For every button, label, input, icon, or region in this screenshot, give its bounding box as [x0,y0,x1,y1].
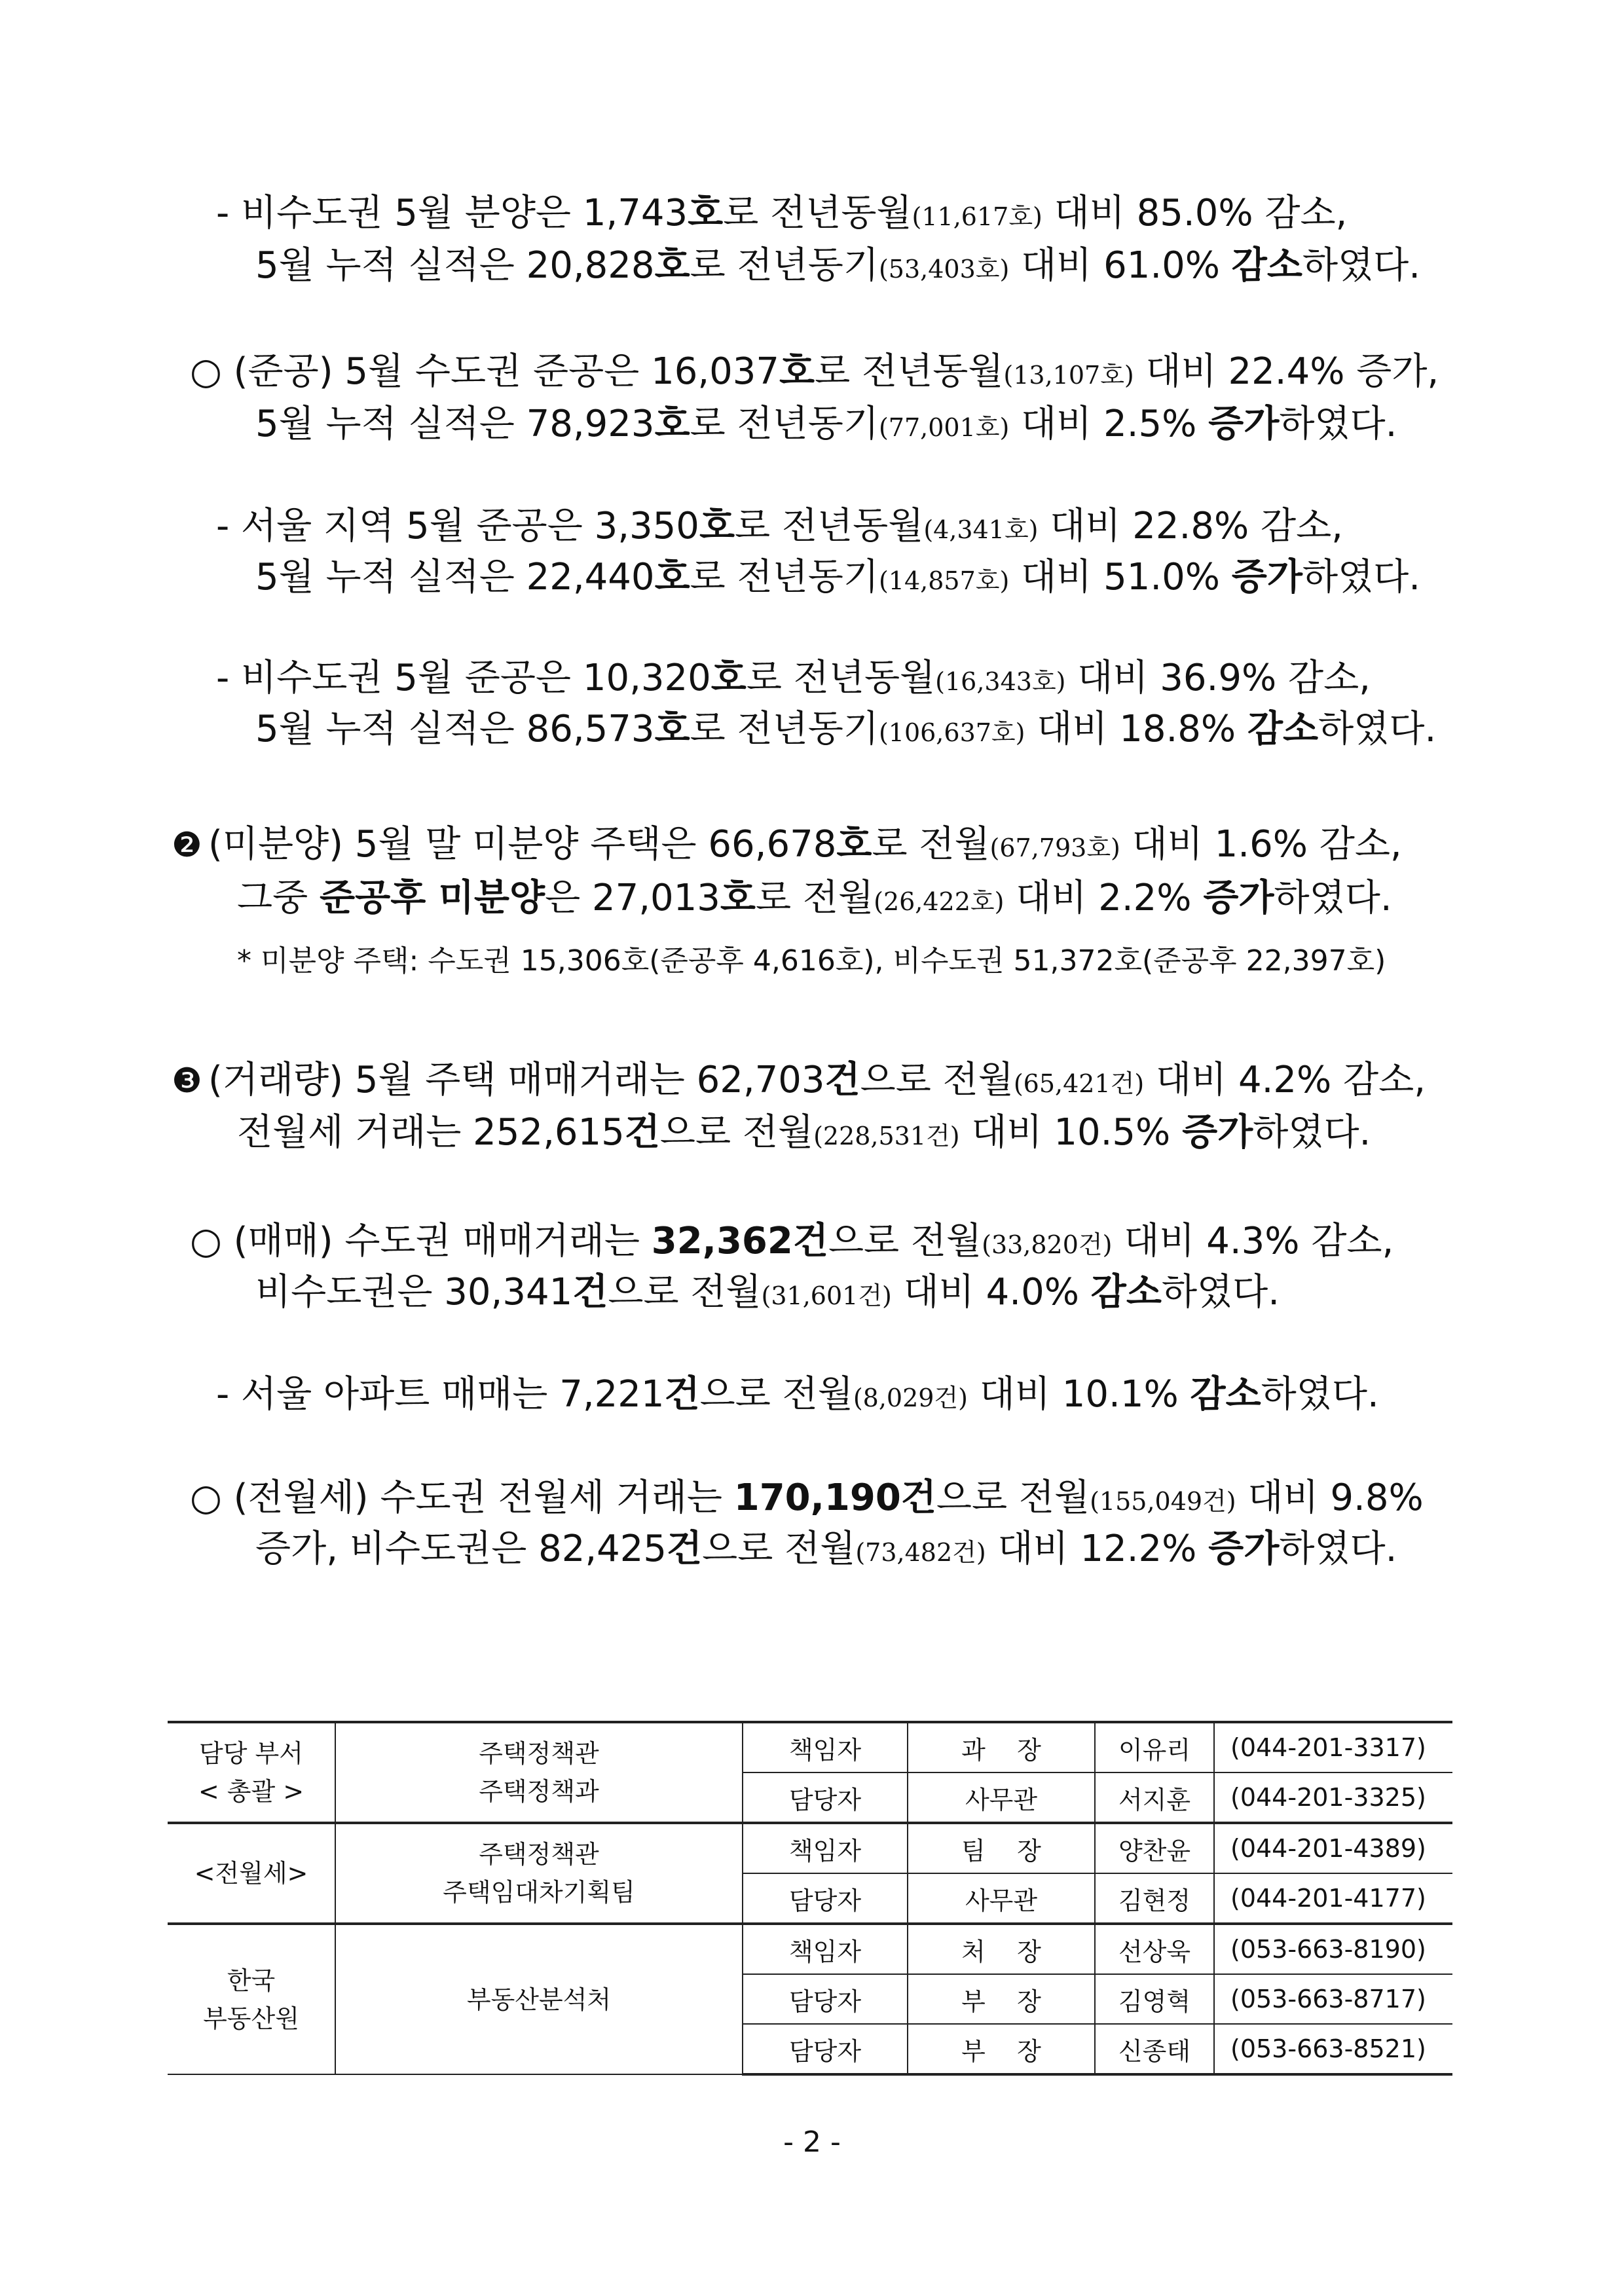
text: 호 [699,505,735,547]
p4-line2 [255,706,1436,756]
p8-line1 [216,1371,1379,1422]
text: - 비수도권 5월 분양 [216,192,536,234]
text: 으로 전월 [936,1477,1090,1519]
text: 감소 [1231,244,1302,287]
text: 대비 2.2% [1004,877,1204,919]
name-cell: 신종태 [1095,2024,1214,2074]
p4-line1 [216,655,1371,705]
text: 는 62,703 [649,1059,825,1101]
text: 대비 4.2% 감소, [1144,1059,1426,1101]
text: 호 [688,192,724,234]
text: 대비 22.4% 증가, [1134,350,1439,393]
text: 하였다. [1279,1528,1397,1570]
text: 로 전년동기 [690,403,879,445]
text: 감소 [1247,708,1319,750]
text: 건 [667,1528,703,1570]
text: (8,029건) [853,1384,968,1412]
text: 대비 51.0% [1009,556,1232,598]
role-cell: 담당자 [743,1772,908,1823]
text: 호 [654,556,690,598]
title-cell: 부 장 [908,1974,1095,2024]
text: 32,362건 [651,1220,828,1262]
text: 은 10,320 [535,657,711,699]
text: 하였다. [1261,1373,1379,1416]
text: 건 [824,1059,860,1101]
bullet-2-icon: ❷ [172,826,202,865]
p3-line2 [255,554,1420,604]
name-cell: 이유리 [1095,1722,1214,1772]
text: 로 전년동월 [746,657,936,699]
text: 대비 12.2% [986,1528,1209,1570]
text: 은 1,743 [535,192,688,234]
text: - 서울 아파트 매매 [216,1373,513,1416]
text: 비수도권 [255,1271,397,1313]
text: 5월 누적 실적은 86,573 [255,708,655,750]
phone-cell: (044-201-3317) [1214,1722,1452,1772]
text: 주택정책관 [479,1840,599,1869]
phone-cell: (053-663-8717) [1214,1974,1452,2024]
text: 대비 85.0% 감소, [1042,192,1348,234]
text: (13,107호) [1003,361,1134,390]
text: - 비수도권 5월 준공 [216,657,536,699]
text: 준공후 미분양 [320,877,545,919]
p3-line1 [216,503,1343,553]
text: 5월 누적 실적은 78,923 [255,403,655,445]
text: (4,341호) [923,515,1039,544]
text: 하였다. [1302,244,1421,287]
text: 로 전년동월 [735,505,924,547]
phone-cell: (053-663-8521) [1214,2024,1452,2074]
title-cell: 사무관 [908,1772,1095,1823]
text: 전월세 거래는 [486,1477,734,1519]
text: ○ (전월세) 수도권 [190,1477,487,1519]
text: 로 전월 [872,823,990,866]
phone-cell: (044-201-4389) [1214,1823,1452,1873]
text: 호 [654,403,690,445]
text: 로 전월 [756,877,874,919]
text: (14,857호) [878,566,1010,595]
table-row [168,1924,1452,1974]
text: 호 [654,244,690,287]
title-cell: 팀 장 [908,1823,1095,1873]
p9-line1 [190,1475,1424,1525]
text: (228,531건) [813,1122,960,1150]
text: 5월 누적 실적은 20,828 [255,244,655,287]
text: (미분양) 5월 말 미분양 주택 [208,823,661,866]
p7-line1 [190,1218,1393,1268]
role-cell: 책임자 [743,1823,908,1873]
text: 으로 전월 [699,1373,853,1416]
text: 증가 [1182,1111,1253,1154]
p7-line2 [255,1269,1280,1319]
text: (106,637호) [878,718,1025,747]
text: 감소 [1190,1373,1261,1416]
phone-cell: (053-663-8190) [1214,1924,1452,1974]
text: 하였다. [1253,1111,1371,1154]
text: (26,422호) [874,887,1005,916]
title-cell: 처 장 [908,1924,1095,1974]
p2-line2 [255,401,1397,451]
p9-line2 [255,1526,1397,1576]
text: 로 전년동기 [690,556,879,598]
text: 하였다. [1279,403,1397,445]
text: (77,001호) [878,413,1010,442]
text: 건 [572,1271,608,1313]
text: (16,343호) [935,667,1066,696]
text: 주택임대차기획팀 [443,1878,635,1907]
text: 그중 [237,877,320,919]
text: 으로 전월 [608,1271,762,1313]
text: 부동산원 [203,2004,299,2033]
phone-cell: (044-201-3325) [1214,1772,1452,1823]
text: 주택정책관 [479,1739,599,1768]
text: 하였다. [1274,877,1392,919]
text: (155,049건) [1090,1487,1236,1516]
text: (11,617호) [912,202,1043,231]
text: 은 82,425 [491,1528,667,1570]
text: 매매거래는 [451,1220,652,1262]
phone-cell: (044-201-4177) [1214,1873,1452,1924]
text: 170,190건 [733,1477,936,1519]
p5-note [237,942,1386,981]
text: 한국 [227,1966,276,1995]
text: 호 [779,350,815,393]
text: 는 7,221 [512,1373,665,1416]
name-cell: 김영혁 [1095,1974,1214,2024]
dept-cell [168,1722,335,1823]
text: 대비 4.0% [891,1271,1091,1313]
role-cell: 담당자 [743,1873,908,1924]
text: 대비 22.8% 감소, [1038,505,1343,547]
text: 대비 1.6% 감소, [1120,823,1402,866]
table-row [168,1722,1452,1772]
text: 대비 9.8% [1236,1477,1424,1519]
text: 건 [664,1373,700,1416]
text: 대비 36.9% 감소, [1065,657,1371,699]
p5-line2 [237,875,1392,925]
text: 은 3,350 [547,505,699,547]
text: 로 전년동월 [723,192,912,234]
text: 으로 전월 [659,1111,814,1154]
text: (67,793호) [989,834,1120,862]
text: 은 16,037 [604,350,780,393]
text: 대비 4.3% 감소, [1112,1220,1394,1262]
text: 호 [710,657,747,699]
text: 호 [720,877,756,919]
role-cell: 담당자 [743,2024,908,2074]
text: (거래량) 5월 주택 매매거래 [208,1059,650,1101]
text: 담당 부서 [199,1739,303,1768]
office-cell [335,1722,743,1823]
text: 은 30,341 [397,1271,573,1313]
text: 건 [624,1111,660,1154]
text: ○ (준공) 5월 수도권 준공 [190,350,604,393]
bullet-3-icon: ❸ [172,1061,202,1101]
text: 는 252,615 [426,1111,625,1154]
text: ○ (매매) 수도권 [190,1220,451,1262]
text: 하였다. [1318,708,1437,750]
title-cell: 과 장 [908,1722,1095,1772]
p1-line2 [255,242,1420,293]
p1-line1 [216,190,1347,240]
text: 으로 전월 [828,1220,982,1262]
text: 대비 18.8% [1025,708,1247,750]
role-cell: 책임자 [743,1722,908,1772]
name-cell: 김현정 [1095,1873,1214,1924]
title-cell: 부 장 [908,2024,1095,2074]
text: 은 27,013 [545,877,720,919]
text: 대비 10.5% [959,1111,1183,1154]
text: 대비 10.1% [967,1373,1190,1416]
text: 증가 [1208,1528,1280,1570]
p6-line1 [172,1057,1426,1107]
text: 로 전년동월 [815,350,1004,393]
text: 주택정책과 [479,1777,599,1806]
text: 증가, 비수도권 [255,1528,492,1570]
dept-cell [168,1823,335,1924]
text: 증가 [1203,877,1274,919]
p6-line2 [237,1109,1371,1160]
text: 호 [654,708,690,750]
dept-cell [168,1924,335,2074]
text: * 미분양 주택: 수도권 15,306호(준공후 4,616호), 비수도권 51,372호(준공후 22,397호) [237,944,1386,978]
text: 호 [836,823,872,866]
name-cell: 선상욱 [1095,1924,1214,1974]
text: 감소 [1090,1271,1162,1313]
role-cell: 담당자 [743,1974,908,2024]
name-cell: 서지훈 [1095,1772,1214,1823]
text: 증가 [1208,403,1280,445]
text: 은 66,678 [661,823,837,866]
p5-line1 [172,821,1402,872]
text: <전월세> [194,1859,308,1888]
text: 대비 2.5% [1009,403,1209,445]
text: 부동산분석처 [466,1985,612,2014]
name-cell: 양찬윤 [1095,1823,1214,1873]
text: 하였다. [1302,556,1421,598]
page-number: - 2 - [783,2125,841,2159]
text: 전월세 거래 [237,1111,426,1154]
title-cell: 사무관 [908,1873,1095,1924]
contacts-table [168,1721,1452,2076]
text: 으로 전월 [860,1059,1014,1101]
p2-line1 [190,348,1439,399]
text: 대비 61.0% [1009,244,1232,287]
text: - 서울 지역 5월 준공 [216,505,547,547]
text: < 총괄 > [198,1777,304,1806]
role-cell: 책임자 [743,1924,908,1974]
text: 로 전년동기 [690,708,879,750]
text: 하였다. [1161,1271,1280,1313]
text: (65,421건) [1013,1069,1145,1098]
office-cell [335,1924,743,2074]
text: (53,403호) [878,255,1010,284]
office-cell [335,1823,743,1924]
text: 5월 누적 실적은 22,440 [255,556,655,598]
text: 로 전년동기 [690,244,879,287]
text: 증가 [1231,556,1302,598]
text: (31,601건) [761,1281,892,1310]
text: (33,820건) [982,1230,1113,1259]
table-row [168,1823,1452,1873]
text: (73,482건) [855,1538,986,1567]
text: 으로 전월 [702,1528,856,1570]
